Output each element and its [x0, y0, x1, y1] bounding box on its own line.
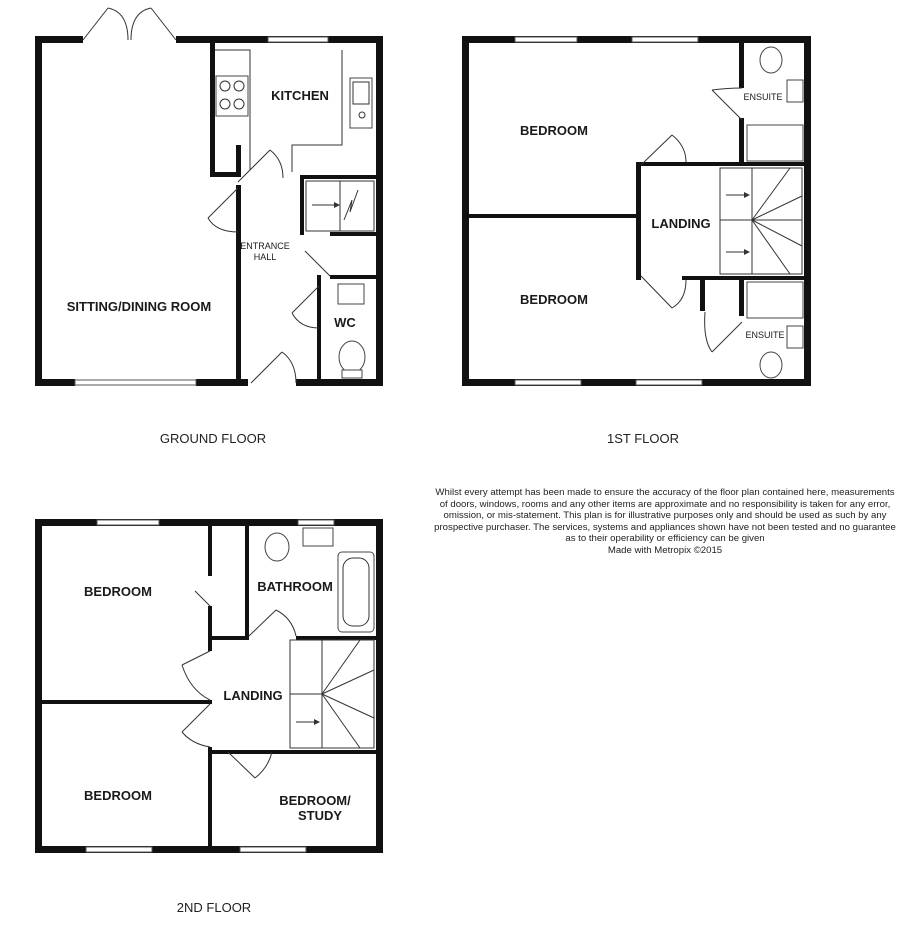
disclaimer-line: Whilst every attempt has been made to ensure the accuracy of the floor plan contained here, measurements	[435, 487, 895, 498]
disclaimer-line: as to their operability or efficiency can be given	[565, 533, 765, 545]
bedroom-window-3	[515, 380, 581, 385]
first-floor-label: 1ST FLOOR	[606, 431, 680, 446]
study-window	[240, 847, 306, 852]
ensuite-2-basin-icon	[787, 326, 803, 348]
ensuite-1-toilet-icon	[760, 47, 782, 73]
first-floor-plan	[462, 36, 811, 446]
study-label-line2: STUDY	[297, 808, 343, 823]
ensuite-2-toilet-icon	[760, 352, 782, 378]
ensuite-2-shower-icon	[747, 282, 803, 318]
bathroom-toilet-icon	[265, 533, 289, 561]
first-landing-label: LANDING	[651, 216, 711, 231]
disclaimer-line: of doors, windows, rooms and any other items are approximate and no responsibility is taken for any error,	[439, 498, 891, 510]
disclaimer-line: prospective purchaser. The services, systems and appliances shown have not been tested and no guarantee	[434, 521, 896, 533]
ground-floor-plan	[35, 8, 383, 446]
sitting-room-window	[75, 380, 196, 385]
second-bedroom-window-2	[86, 847, 152, 852]
kitchen-label: KITCHEN	[271, 88, 329, 103]
bathroom-basin-icon	[303, 528, 333, 546]
entrance-hall-label-line2: HALL	[253, 252, 277, 262]
credit: Made with Metropix ©2015	[607, 544, 723, 556]
second-floor-plan	[35, 519, 383, 915]
disclaimer	[422, 487, 900, 557]
first-floor-stairs-icon	[720, 168, 802, 274]
study-label-line1: BEDROOM/	[279, 793, 351, 808]
ensuite-2-label: ENSUITE	[745, 330, 785, 340]
first-bedroom-1-label: BEDROOM	[520, 123, 588, 138]
second-bedroom-window-1	[97, 520, 159, 525]
disclaimer-line: omission, or mis-statement. This plan is for illustrative purposes only and should be used as such by any	[443, 510, 887, 522]
hob-icon	[216, 76, 248, 116]
bedroom-window-2	[632, 37, 698, 42]
entrance-hall-label-line1: ENTRANCE	[240, 241, 290, 251]
ensuite-1-label: ENSUITE	[743, 92, 783, 102]
second-floor-label: 2ND FLOOR	[176, 900, 252, 915]
second-landing-label: LANDING	[223, 688, 283, 703]
kitchen-window	[268, 37, 328, 42]
bedroom-window-4	[636, 380, 702, 385]
sitting-dining-label: SITTING/DINING ROOM	[66, 299, 212, 314]
ensuite-1-basin-icon	[787, 80, 803, 102]
bedroom-window-1	[515, 37, 577, 42]
wc-label: WC	[334, 315, 356, 330]
ground-floor-label: GROUND FLOOR	[159, 431, 267, 446]
wc-toilet-icon	[339, 341, 365, 373]
wc-basin-icon	[338, 284, 364, 304]
first-bedroom-2-label: BEDROOM	[520, 292, 588, 307]
bathroom-window	[298, 520, 334, 525]
ensuite-1-shower-icon	[747, 125, 803, 161]
second-bedroom-1-label: BEDROOM	[84, 584, 152, 599]
second-bedroom-2-label: BEDROOM	[84, 788, 152, 803]
bathroom-label: BATHROOM	[257, 579, 333, 594]
